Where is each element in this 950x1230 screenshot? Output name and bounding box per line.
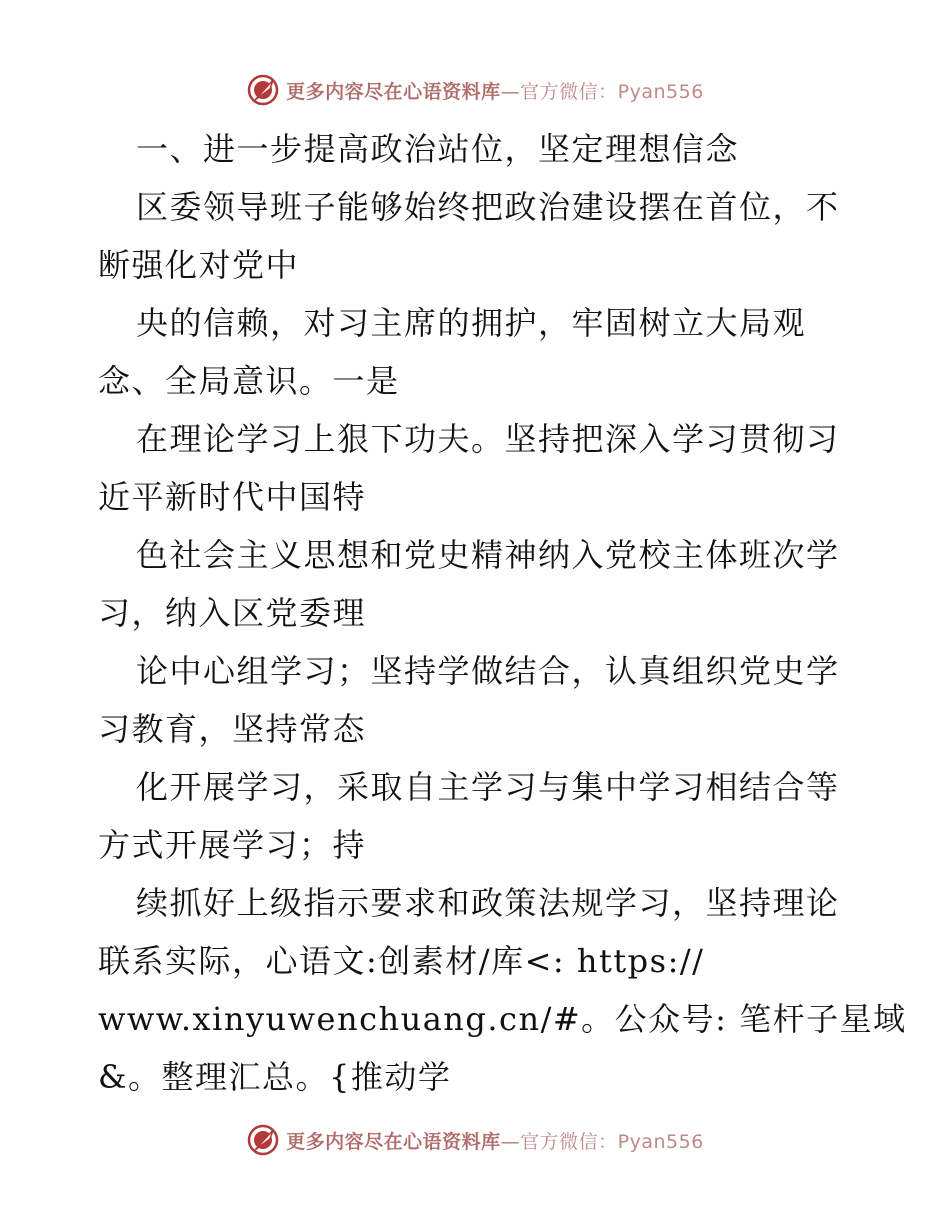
watermark-prefix: 更多内容尽在心语资料库 [286,80,501,103]
watermark-text [286,1127,704,1154]
watermark-dash: — [500,1130,521,1153]
text-line: 方式开展学习；持 [98,826,367,864]
watermark-prefix: 更多内容尽在心语资料库 [286,1130,501,1153]
text-line: 化开展学习，采取自主学习与集中学习相结合等 [136,768,840,806]
watermark-text [286,77,704,104]
document-body [98,120,907,1106]
text-line: 论中心组学习；坚持学做结合，认真组织党史学 [136,652,840,690]
text-line: 联系实际，心语文:创素材/库<: https:// [98,942,705,980]
watermark-dash: — [500,80,521,103]
text-line: &。整理汇总。{推动学 [98,1058,452,1096]
text-line: 近平新时代中国特 [98,478,367,516]
text-line: 念、全局意识。一是 [98,362,400,400]
feather-pen-seal-icon [246,73,280,107]
text-line: 断强化对党中 [98,246,300,284]
text-line: 习，纳入区党委理 [98,594,367,632]
feather-pen-seal-icon [246,1123,280,1157]
text-line: 在理论学习上狠下功夫。坚持把深入学习贯彻习 [136,420,840,458]
watermark-suffix: 官方微信：Pyan556 [520,1130,704,1153]
text-line: 习教育，坚持常态 [98,710,367,748]
text-line: www.xinyuwenchuang.cn/#。公众号: 笔杆子星域 [98,1000,907,1038]
text-line: 区委领导班子能够始终把政治建设摆在首位，不 [136,188,840,226]
text-line: 色社会主义思想和党史精神纳入党校主体班次学 [136,536,840,574]
watermark-suffix: 官方微信：Pyan556 [520,80,704,103]
text-line: 央的信赖，对习主席的拥护，牢固树立大局观 [136,304,807,342]
text-line: 续抓好上级指示要求和政策法规学习，坚持理论 [136,884,840,922]
text-line: 一、进一步提高政治站位，坚定理想信念 [136,130,740,168]
header-watermark [0,70,950,110]
footer-watermark [0,1120,950,1160]
